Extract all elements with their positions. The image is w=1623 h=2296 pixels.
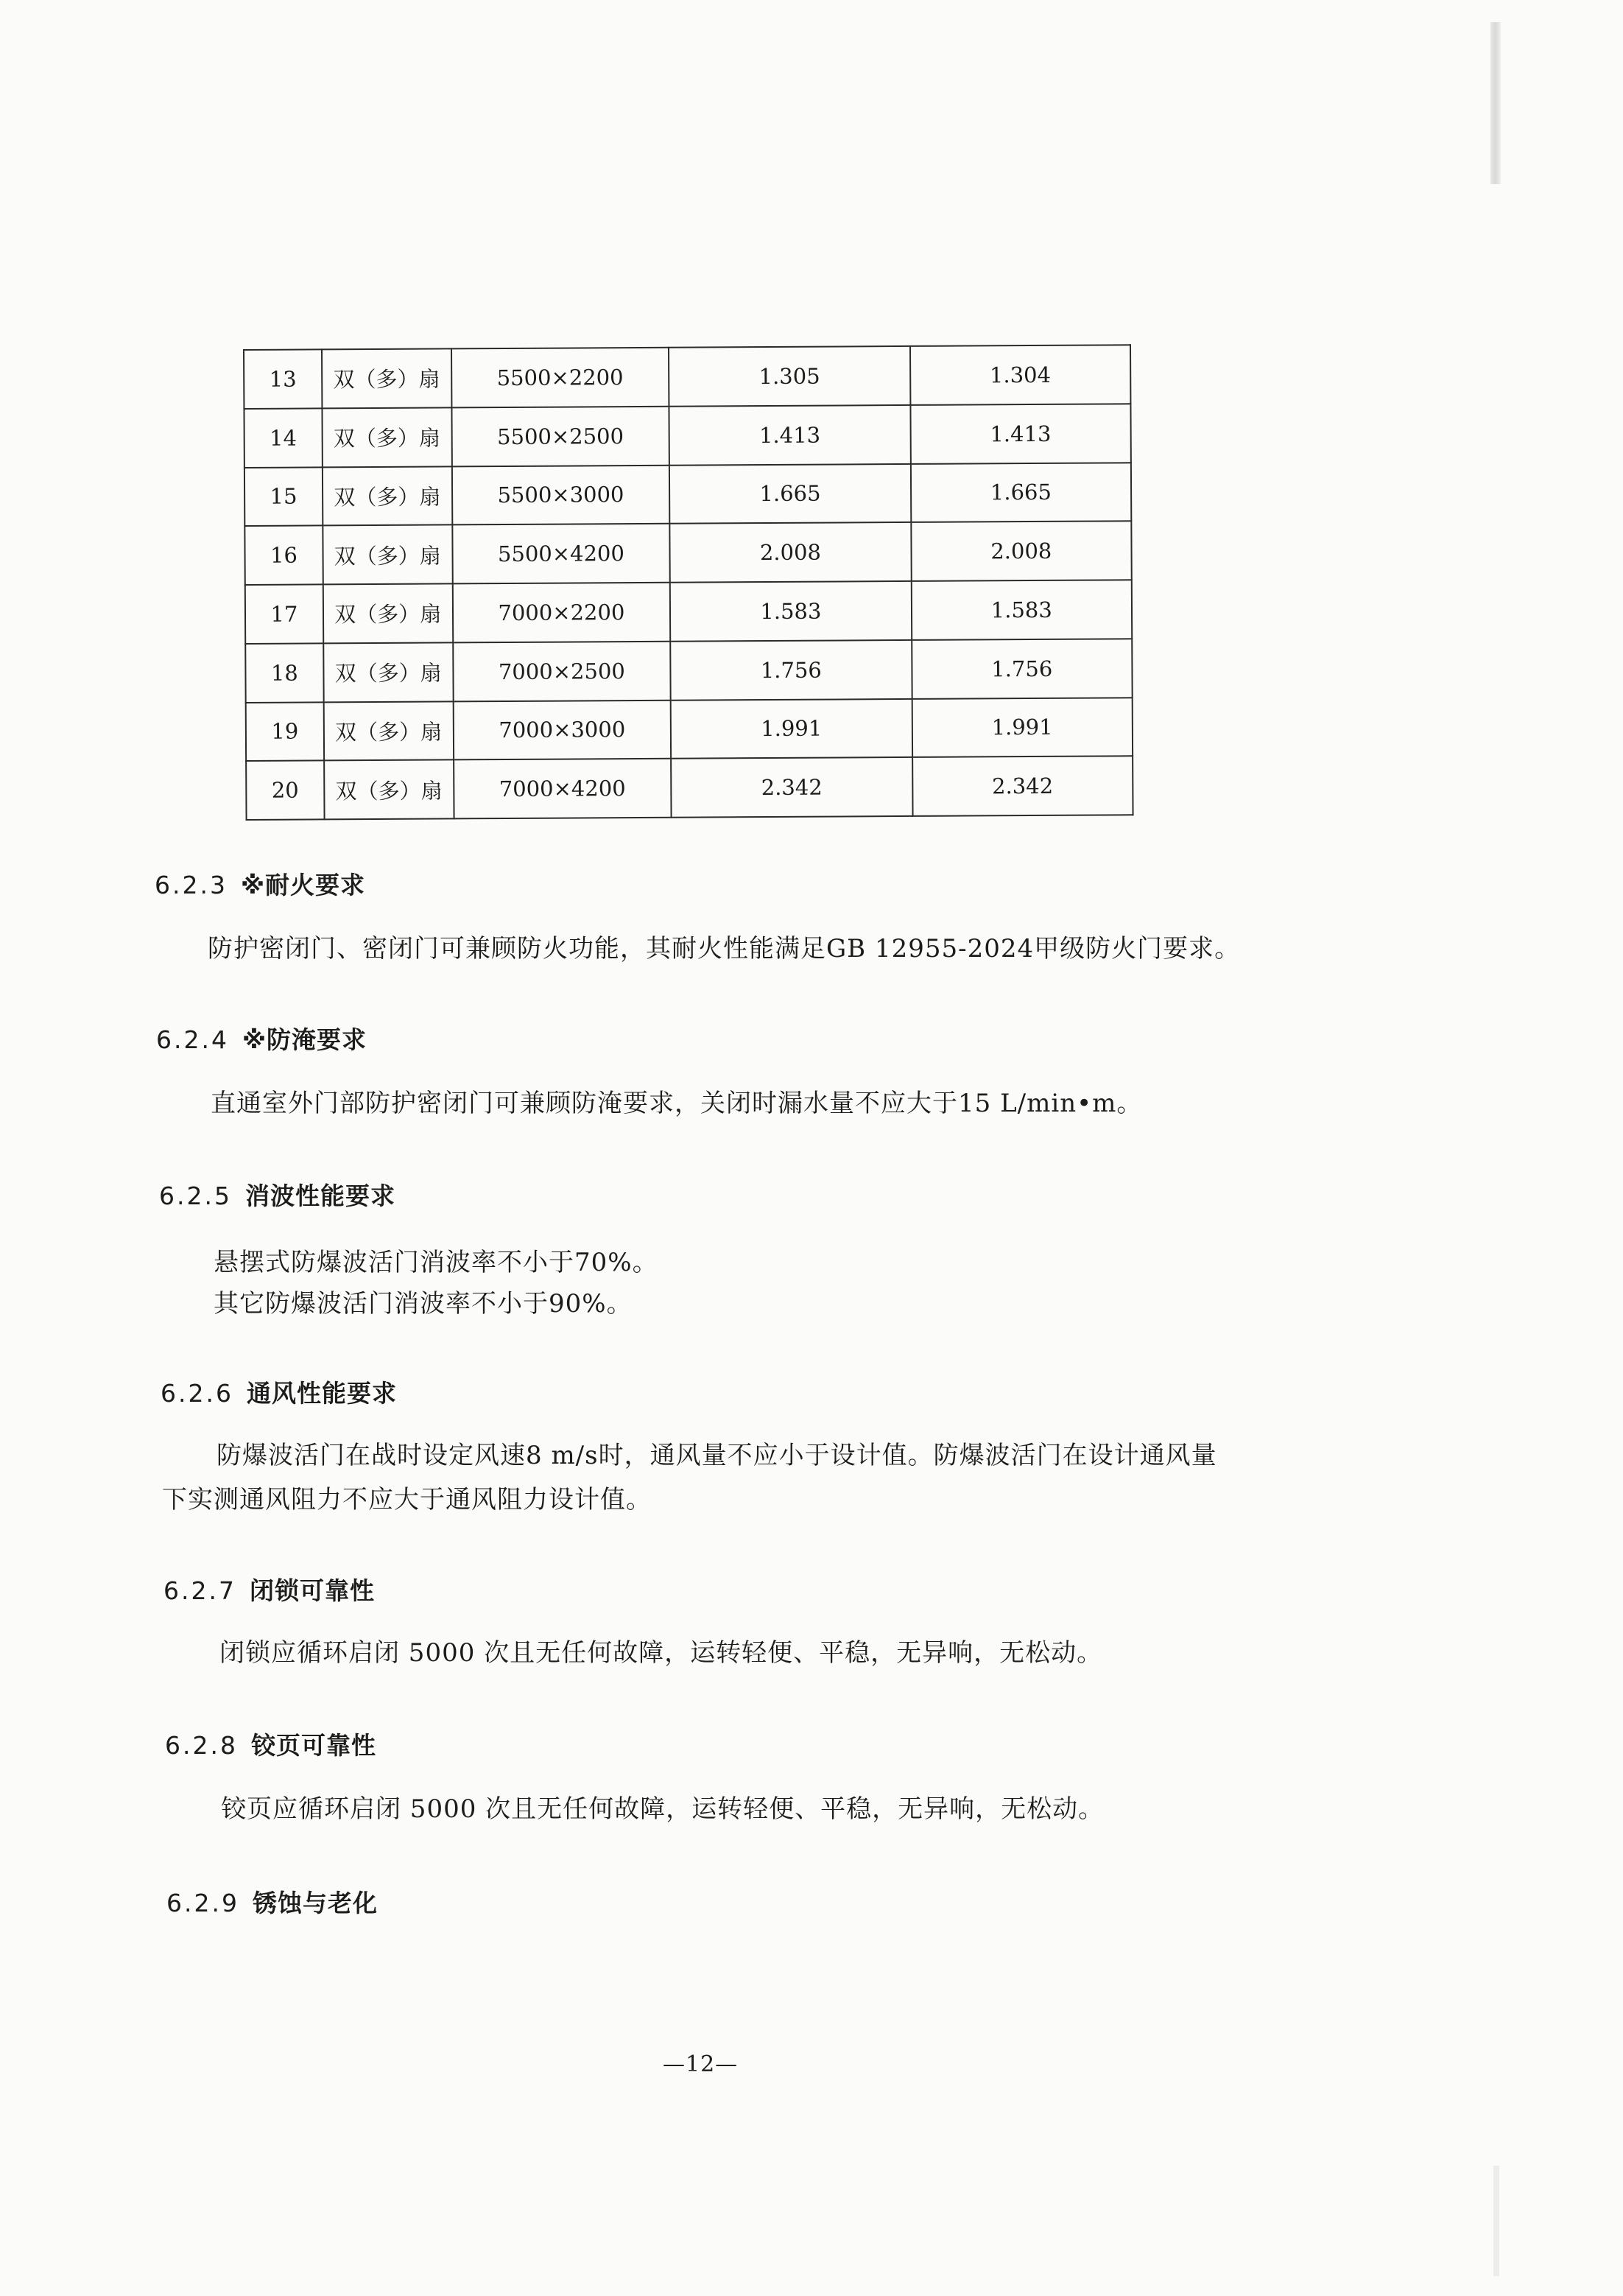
table-cell-v2: 1.665 bbox=[910, 463, 1131, 522]
table-cell-v2: 1.991 bbox=[912, 698, 1133, 757]
table-cell-no: 19 bbox=[246, 702, 324, 761]
table-cell-type: 双（多）扇 bbox=[322, 348, 451, 408]
table-row bbox=[246, 756, 1133, 820]
table-cell-v2: 1.413 bbox=[910, 404, 1131, 463]
table-row bbox=[244, 345, 1130, 408]
table-cell-type: 双（多）扇 bbox=[322, 407, 451, 467]
table-cell-v1: 1.413 bbox=[669, 405, 911, 466]
section-heading-6-2-3: 6.2.3 ※耐火要求 bbox=[155, 871, 366, 899]
table-row bbox=[244, 404, 1130, 467]
table-cell-size: 5500×2200 bbox=[451, 348, 669, 407]
section-heading-6-2-4: 6.2.4 ※防淹要求 bbox=[156, 1025, 367, 1054]
table-cell-v2: 1.756 bbox=[912, 639, 1133, 698]
table-cell-v2: 2.008 bbox=[911, 522, 1132, 581]
table-cell-no: 16 bbox=[244, 526, 323, 585]
scan-edge-shadow bbox=[1490, 22, 1501, 184]
spec-table-body bbox=[244, 345, 1133, 820]
section-heading-6-2-7: 6.2.7 闭锁可靠性 bbox=[163, 1576, 375, 1605]
table-row bbox=[245, 639, 1132, 702]
section-text-6-2-3: 防护密闭门、密闭门可兼顾防火功能，其耐火性能满足GB 12955-2024甲级防火门要求。 bbox=[208, 934, 1241, 963]
table-cell-v1: 2.342 bbox=[671, 757, 912, 818]
table-cell-type: 双（多）扇 bbox=[323, 466, 452, 526]
spec-table bbox=[243, 344, 1134, 821]
table-cell-v1: 1.305 bbox=[669, 346, 910, 407]
table-cell-v2: 1.583 bbox=[911, 580, 1132, 639]
table-cell-v2: 2.342 bbox=[912, 756, 1133, 816]
scan-edge-shadow bbox=[1493, 2166, 1499, 2276]
section-text-6-2-6-line1: 防爆波活门在战时设定风速8 m/s时，通风量不应小于设计值。防爆波活门在设计通风量 bbox=[216, 1441, 1217, 1470]
table-cell-size: 5500×3000 bbox=[451, 465, 669, 524]
table-cell-size: 7000×2200 bbox=[452, 583, 670, 642]
table-cell-no: 13 bbox=[244, 349, 322, 408]
table-cell-v1: 1.665 bbox=[669, 463, 911, 524]
table-cell-no: 17 bbox=[245, 584, 323, 643]
table-cell-no: 14 bbox=[244, 408, 322, 467]
table-cell-size: 7000×2500 bbox=[453, 642, 671, 701]
section-text-6-2-6-line2: 下实测通风阻力不应大于通风阻力设计值。 bbox=[162, 1485, 652, 1514]
section-text-6-2-4: 直通室外门部防护密闭门可兼顾防淹要求，关闭时漏水量不应大于15 L/min•m。 bbox=[211, 1089, 1143, 1118]
section-text-6-2-5-line1: 悬摆式防爆波活门消波率不小于70%。 bbox=[214, 1248, 658, 1277]
section-heading-6-2-5: 6.2.5 消波性能要求 bbox=[159, 1182, 395, 1210]
table-cell-v1: 1.991 bbox=[671, 698, 912, 759]
section-heading-6-2-8: 6.2.8 铰页可靠性 bbox=[165, 1731, 376, 1760]
table-cell-type: 双（多）扇 bbox=[323, 583, 453, 643]
table-row bbox=[245, 580, 1132, 643]
table-cell-v1: 1.756 bbox=[670, 640, 912, 701]
table-cell-size: 7000×4200 bbox=[454, 759, 672, 818]
table-cell-size: 5500×4200 bbox=[452, 524, 670, 583]
table-cell-size: 7000×3000 bbox=[453, 700, 671, 759]
table-cell-type: 双（多）扇 bbox=[323, 701, 453, 761]
table-row bbox=[244, 522, 1131, 585]
table-cell-v1: 1.583 bbox=[670, 581, 912, 642]
table-cell-type: 双（多）扇 bbox=[323, 642, 453, 702]
table-cell-no: 18 bbox=[245, 643, 323, 702]
table-row bbox=[246, 698, 1133, 761]
table-cell-no: 20 bbox=[246, 761, 324, 820]
section-heading-6-2-9: 6.2.9 锈蚀与老化 bbox=[166, 1889, 378, 1917]
section-text-6-2-5-line2: 其它防爆波活门消波率不小于90%。 bbox=[214, 1289, 633, 1319]
page-number: —12— bbox=[663, 2051, 739, 2077]
table-cell-v1: 2.008 bbox=[670, 522, 912, 583]
table-cell-v2: 1.304 bbox=[910, 345, 1131, 404]
section-text-6-2-7: 闭锁应循环启闭 5000 次且无任何故障，运转轻便、平稳，无异响，无松动。 bbox=[219, 1638, 1103, 1668]
table-cell-no: 15 bbox=[244, 467, 323, 526]
section-heading-6-2-6: 6.2.6 通风性能要求 bbox=[161, 1379, 397, 1408]
section-text-6-2-8: 铰页应循环启闭 5000 次且无任何故障，运转轻便、平稳，无异响，无松动。 bbox=[221, 1794, 1105, 1824]
table-cell-type: 双（多）扇 bbox=[323, 525, 452, 585]
table-cell-size: 5500×2500 bbox=[451, 407, 669, 466]
table-row bbox=[244, 463, 1131, 526]
table-cell-type: 双（多）扇 bbox=[324, 760, 454, 820]
